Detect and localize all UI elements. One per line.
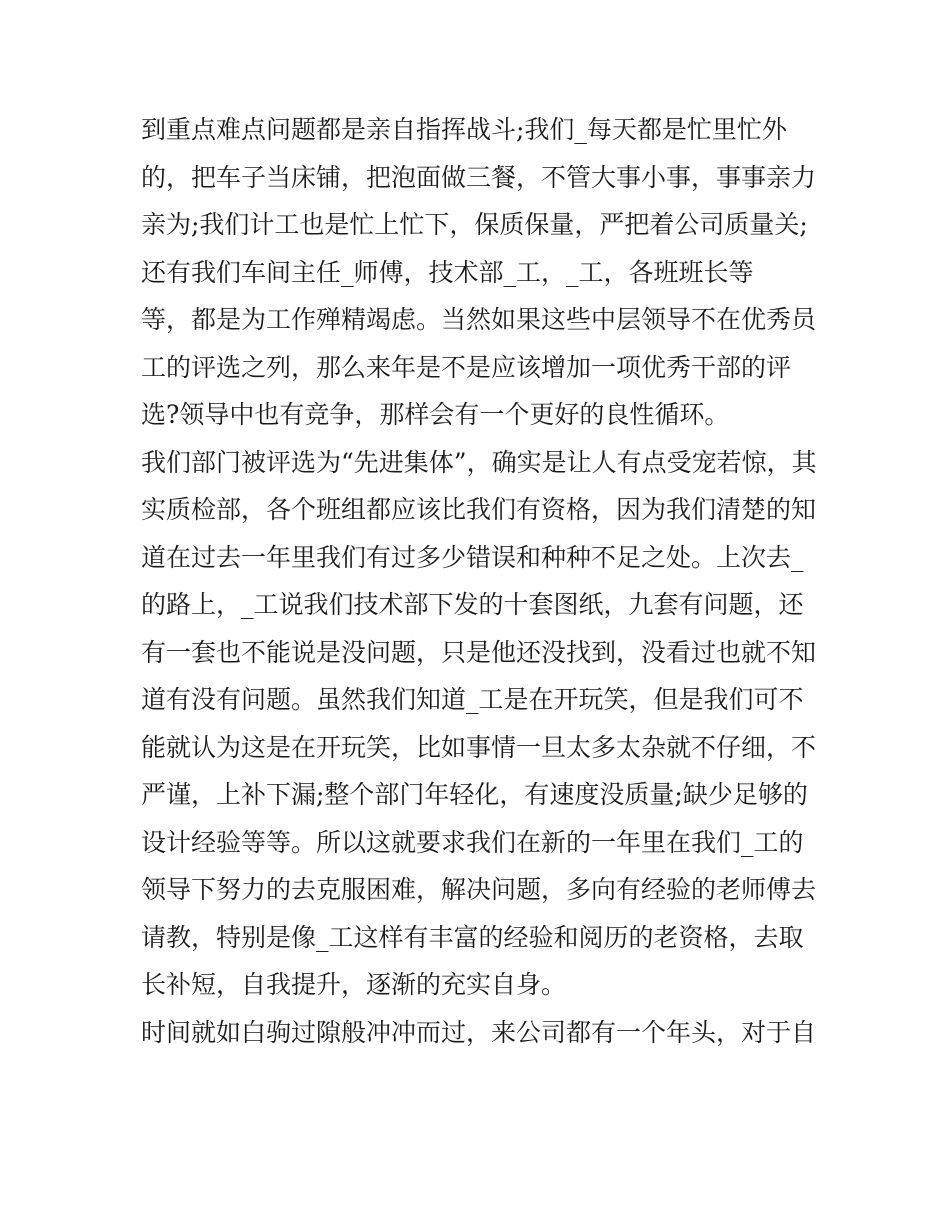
text-line-19: 长补短，自我提升，逐渐的充实自身。 xyxy=(141,970,567,999)
text-line-4: 还有我们车间主任_师傅，技术部_工，_工，各班班长等 xyxy=(141,257,754,287)
text-line-5: 等，都是为工作殚精竭虑。当然如果这些中层领导不在优秀员 xyxy=(141,305,817,334)
text-line-20: 时间就如白驹过隙般冲冲而过，来公司都有一个年头，对于自 xyxy=(141,1017,817,1047)
text-line-12: 有一套也不能说是没问题，只是他还没找到，没看过也就不知 xyxy=(141,637,817,667)
text-line-6: 工的评选之列，那么来年是不是应该增加一项优秀干部的评 xyxy=(141,352,792,382)
text-line-10: 道在过去一年里我们有过多少错误和种种不足之处。上次去_ xyxy=(141,542,804,572)
text-line-15: 严谨，上补下漏;整个部门年轻化，有速度没质量;缺少足够的 xyxy=(141,780,808,809)
text-line-16: 设计经验等等。所以这就要求我们在新的一年里在我们_工的 xyxy=(141,827,804,857)
text-line-7: 选?领导中也有竞争，那样会有一个更好的良性循环。 xyxy=(141,400,730,429)
text-line-14: 能就认为这是在开玩笑，比如事情一旦太多太杂就不仔细，不 xyxy=(141,732,817,762)
text-line-8: 我们部门被评选为“先进集体”，确实是让人有点受宠若惊，其 xyxy=(141,447,817,477)
text-line-13: 道有没有问题。虽然我们知道_工是在开玩笑，但是我们可不 xyxy=(141,685,804,714)
document-body xyxy=(141,106,821,1056)
text-line-2: 的，把车子当床铺，把泡面做三餐，不管大事小事，事事亲力 xyxy=(141,162,817,192)
text-line-3: 亲为;我们计工也是忙上忙下，保质保量，严把着公司质量关; xyxy=(141,210,808,239)
text-line-11: 的路上，_工说我们技术部下发的十套图纸，九套有问题，还 xyxy=(141,590,804,619)
text-line-1: 到重点难点问题都是亲自指挥战斗;我们_每天都是忙里忙外 xyxy=(141,115,787,144)
text-line-9: 实质检部，各个班组都应该比我们有资格，因为我们清楚的知 xyxy=(141,495,817,524)
text-line-18: 请教，特别是像_工这样有丰富的经验和阅历的老资格，去取 xyxy=(141,922,804,952)
text-line-17: 领导下努力的去克服困难，解决问题，多向有经验的老师傅去 xyxy=(141,875,817,904)
